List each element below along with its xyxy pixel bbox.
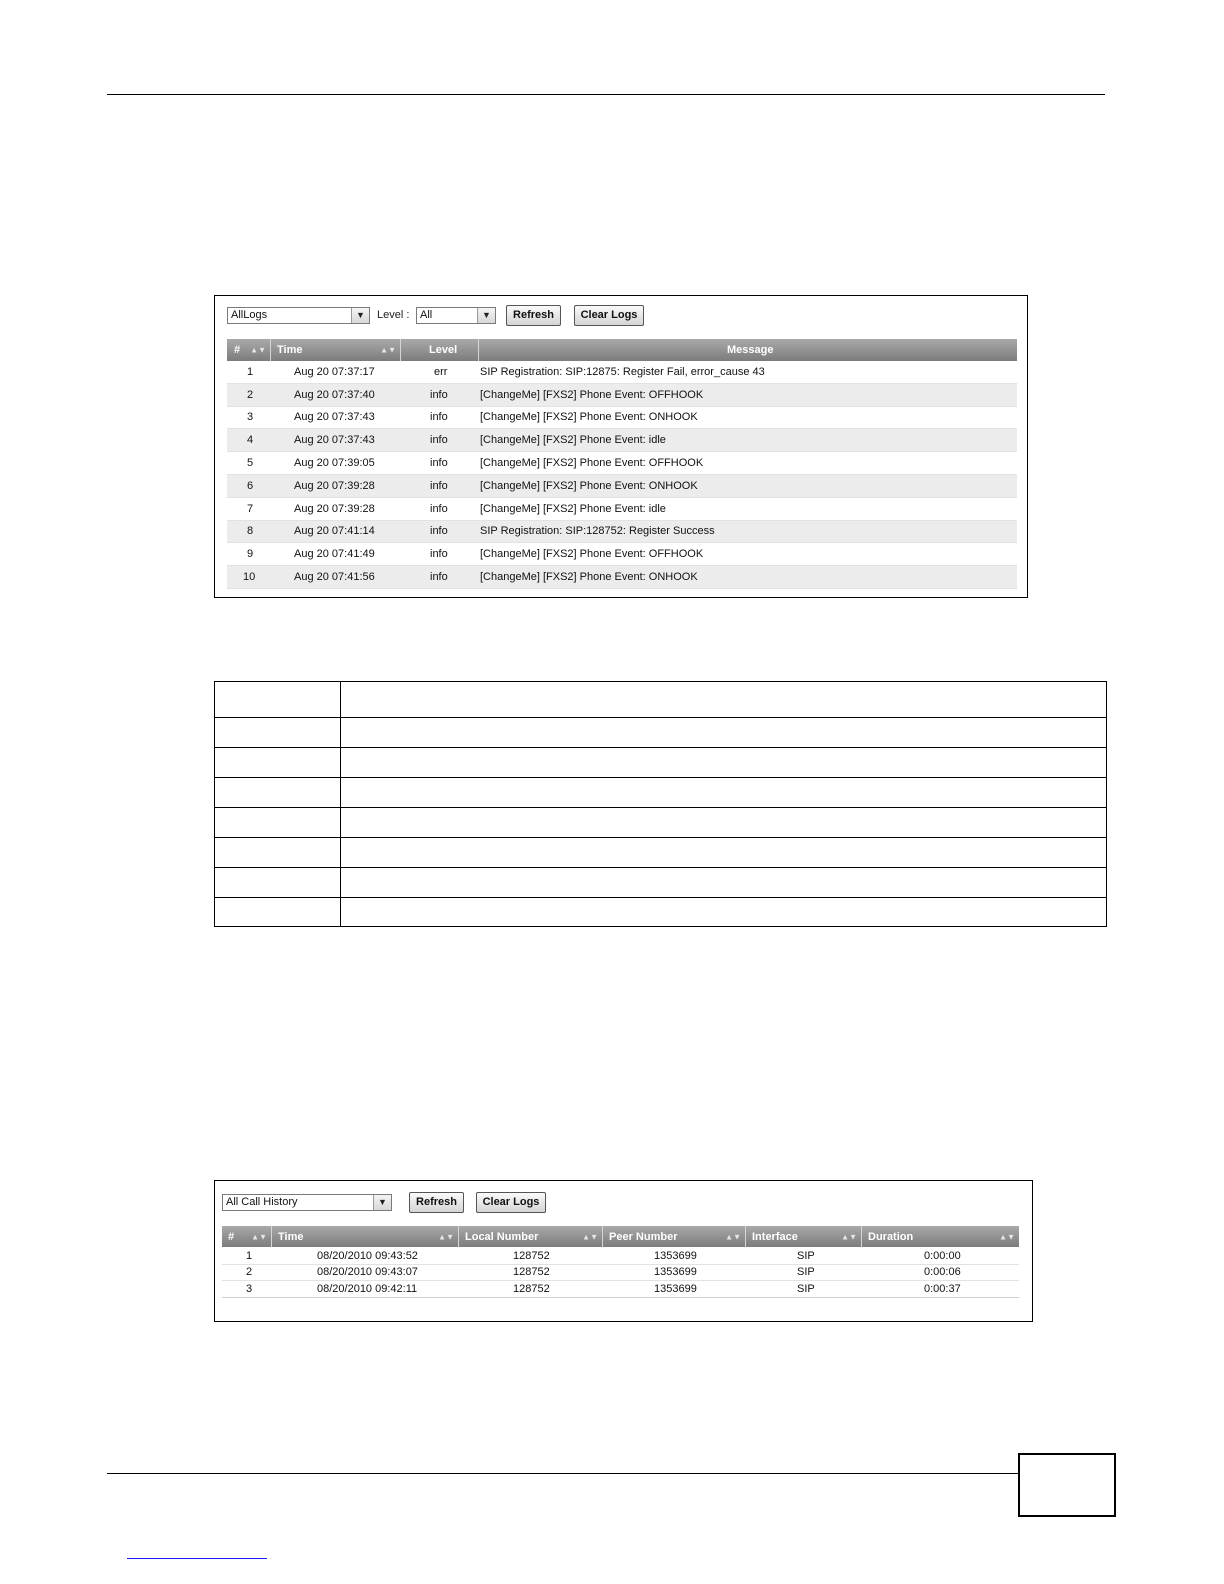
table-cell	[215, 838, 341, 868]
log-row	[227, 566, 1017, 589]
table-cell	[215, 778, 341, 808]
call-peer-number: 1353699	[654, 1249, 697, 1262]
log-message: [ChangeMe] [FXS2] Phone Event: ONHOOK	[480, 571, 698, 584]
column-duration[interactable]	[862, 1226, 1019, 1247]
log-time: Aug 20 07:37:43	[294, 411, 375, 424]
log-message: [ChangeMe] [FXS2] Phone Event: ONHOOK	[480, 479, 698, 492]
log-number: 9	[247, 548, 254, 561]
table-cell	[341, 838, 1107, 868]
chevron-down-icon: ▼	[373, 1195, 391, 1210]
table-row	[215, 748, 1107, 778]
column-peer-number[interactable]	[603, 1226, 746, 1247]
log-message: [ChangeMe] [FXS2] Phone Event: OFFHOOK	[480, 388, 704, 401]
column-number[interactable]	[227, 339, 271, 361]
table-cell	[341, 898, 1107, 927]
table-cell	[341, 682, 1107, 718]
log-level: info	[430, 411, 448, 424]
call-interface: SIP	[797, 1282, 815, 1295]
log-filter-select[interactable]	[227, 307, 370, 324]
log-message: SIP Registration: SIP:128752: Register Success	[480, 525, 715, 538]
log-number: 10	[243, 571, 256, 584]
log-row	[227, 498, 1017, 521]
level-filter-select[interactable]	[416, 307, 496, 324]
log-number: 1	[247, 365, 254, 378]
log-time: Aug 20 07:41:49	[294, 548, 375, 561]
log-row	[227, 429, 1017, 452]
log-number: 5	[247, 457, 254, 470]
log-number: 3	[247, 411, 254, 424]
log-row	[227, 452, 1017, 475]
log-time: Aug 20 07:41:56	[294, 571, 375, 584]
column-message	[479, 339, 1017, 361]
table-row	[215, 808, 1107, 838]
log-message: SIP Registration: SIP:12875: Register Fail, error_cause 43	[480, 365, 765, 378]
log-row	[227, 384, 1017, 407]
log-level: info	[430, 479, 448, 492]
call-table-header	[222, 1226, 1019, 1247]
call-peer-number: 1353699	[654, 1266, 697, 1279]
table-cell	[341, 808, 1107, 838]
log-row	[227, 361, 1017, 384]
table-cell	[341, 718, 1107, 748]
table-row	[215, 778, 1107, 808]
log-table-header	[227, 339, 1017, 361]
sort-arrows-icon: ▲▼	[380, 345, 396, 355]
column-level	[401, 339, 479, 361]
call-row	[222, 1248, 1019, 1265]
refresh-button[interactable]: Refresh	[409, 1192, 464, 1213]
call-time: 08/20/2010 09:43:07	[317, 1266, 418, 1279]
table-header-row	[215, 682, 1107, 718]
log-number: 2	[247, 388, 254, 401]
log-time: Aug 20 07:37:17	[294, 365, 375, 378]
system-log-screenshot	[214, 295, 1028, 598]
call-number: 2	[246, 1266, 253, 1279]
table-row	[215, 868, 1107, 898]
log-time: Aug 20 07:39:28	[294, 502, 375, 515]
call-local-number: 128752	[513, 1266, 550, 1279]
table-cell	[341, 868, 1107, 898]
call-row	[222, 1281, 1019, 1298]
page-number-box	[1018, 1453, 1116, 1517]
column-interface[interactable]	[746, 1226, 862, 1247]
column-label: Local Number	[465, 1230, 539, 1243]
log-row	[227, 407, 1017, 430]
column-label: Peer Number	[609, 1230, 678, 1243]
table-row	[215, 718, 1107, 748]
column-label: Message	[727, 344, 774, 356]
log-level: info	[430, 525, 448, 538]
log-time: Aug 20 07:39:28	[294, 479, 375, 492]
table-row	[215, 898, 1107, 927]
clear-logs-button[interactable]: Clear Logs	[476, 1192, 546, 1213]
log-number: 4	[247, 434, 254, 447]
sort-arrows-icon: ▲▼	[999, 1232, 1015, 1241]
level-filter-value: All	[420, 309, 433, 321]
table-cell	[341, 748, 1107, 778]
log-level: info	[430, 548, 448, 561]
level-label: Level :	[377, 309, 410, 321]
clear-logs-button[interactable]: Clear Logs	[574, 305, 644, 326]
sort-arrows-icon: ▲▼	[250, 345, 266, 355]
column-label: Interface	[752, 1230, 798, 1243]
table-cell	[215, 868, 341, 898]
field-description-table	[214, 681, 1107, 927]
call-number: 1	[246, 1249, 253, 1262]
sort-arrows-icon: ▲▼	[841, 1232, 857, 1241]
log-number: 6	[247, 479, 254, 492]
log-time: Aug 20 07:37:43	[294, 434, 375, 447]
column-local-number[interactable]	[459, 1226, 603, 1247]
column-number[interactable]	[222, 1226, 272, 1247]
call-history-filter-value: All Call History	[226, 1196, 298, 1208]
sort-arrows-icon: ▲▼	[251, 1232, 267, 1241]
log-row	[227, 521, 1017, 544]
log-time: Aug 20 07:41:14	[294, 525, 375, 538]
column-label: #	[228, 1230, 235, 1243]
sort-arrows-icon: ▲▼	[582, 1232, 598, 1241]
call-local-number: 128752	[513, 1282, 550, 1295]
call-time: 08/20/2010 09:43:52	[317, 1249, 418, 1262]
call-number: 3	[246, 1282, 253, 1295]
footer-link-underline[interactable]	[127, 1558, 267, 1559]
call-table-bottom-border	[222, 1297, 1019, 1298]
call-duration: 0:00:37	[924, 1282, 961, 1295]
sort-arrows-icon: ▲▼	[725, 1232, 741, 1241]
call-interface: SIP	[797, 1249, 815, 1262]
log-filter-value: AllLogs	[231, 309, 268, 321]
chevron-down-icon: ▼	[477, 308, 495, 323]
log-level: info	[430, 434, 448, 447]
column-label: Time	[277, 344, 303, 356]
column-label: #	[234, 344, 241, 356]
column-label: Duration	[868, 1230, 914, 1243]
table-cell	[215, 682, 341, 718]
refresh-button[interactable]: Refresh	[506, 305, 561, 326]
log-level: info	[430, 457, 448, 470]
log-message: [ChangeMe] [FXS2] Phone Event: OFFHOOK	[480, 548, 704, 561]
call-duration: 0:00:06	[924, 1266, 961, 1279]
call-duration: 0:00:00	[924, 1249, 961, 1262]
call-history-screenshot	[214, 1180, 1033, 1322]
footer-rule	[107, 1473, 1018, 1474]
log-number: 7	[247, 502, 254, 515]
column-time[interactable]	[271, 339, 401, 361]
log-row	[227, 475, 1017, 498]
call-row	[222, 1265, 1019, 1282]
chevron-down-icon: ▼	[351, 308, 369, 323]
table-row	[215, 838, 1107, 868]
log-level: err	[434, 365, 448, 378]
call-history-filter-select[interactable]	[222, 1194, 392, 1211]
log-level: info	[430, 571, 448, 584]
log-time: Aug 20 07:37:40	[294, 388, 375, 401]
table-cell	[215, 718, 341, 748]
column-time[interactable]	[272, 1226, 459, 1247]
header-rule	[107, 94, 1105, 95]
log-message: [ChangeMe] [FXS2] Phone Event: idle	[480, 502, 666, 515]
column-label: Level	[429, 344, 458, 356]
column-label: Time	[278, 1230, 304, 1243]
table-cell	[215, 808, 341, 838]
sort-arrows-icon: ▲▼	[438, 1232, 454, 1241]
call-local-number: 128752	[513, 1249, 550, 1262]
log-number: 8	[247, 525, 254, 538]
log-level: info	[430, 502, 448, 515]
log-level: info	[430, 388, 448, 401]
call-time: 08/20/2010 09:42:11	[317, 1282, 418, 1295]
log-row	[227, 543, 1017, 566]
call-interface: SIP	[797, 1266, 815, 1279]
log-message: [ChangeMe] [FXS2] Phone Event: ONHOOK	[480, 411, 698, 424]
log-time: Aug 20 07:39:05	[294, 457, 375, 470]
log-message: [ChangeMe] [FXS2] Phone Event: idle	[480, 434, 666, 447]
log-message: [ChangeMe] [FXS2] Phone Event: OFFHOOK	[480, 457, 704, 470]
table-cell	[341, 778, 1107, 808]
call-peer-number: 1353699	[654, 1282, 697, 1295]
table-cell	[215, 748, 341, 778]
table-cell	[215, 898, 341, 927]
